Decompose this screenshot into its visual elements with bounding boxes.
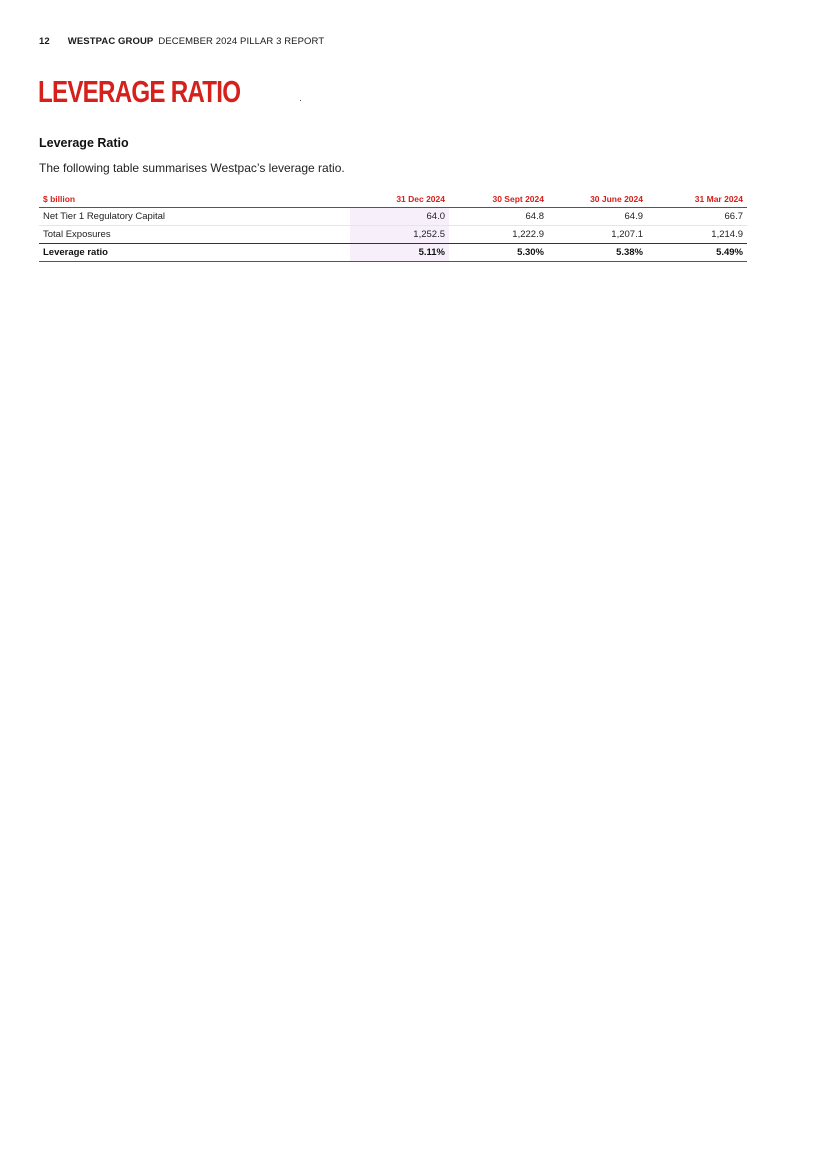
table-cell: 5.30%	[449, 244, 548, 262]
table-cell: 1,207.1	[548, 226, 647, 244]
table-row	[39, 208, 747, 226]
table-cell: 1,222.9	[449, 226, 548, 244]
section-heading: Leverage Ratio	[39, 136, 129, 150]
column-header: $ billion	[39, 189, 350, 208]
row-label: Leverage ratio	[39, 244, 350, 262]
table-header-row	[39, 189, 747, 208]
section-intro: The following table summarises Westpac’s leverage ratio.	[39, 161, 345, 175]
table-total-row	[39, 244, 747, 262]
page-number: 12	[39, 36, 50, 47]
table-row	[39, 226, 747, 244]
table-cell: 64.8	[449, 208, 548, 226]
page-title: LEVERAGE RATIO	[38, 74, 241, 109]
column-header: 30 Sept 2024	[449, 189, 548, 208]
table-cell: 5.38%	[548, 244, 647, 262]
row-label: Net Tier 1 Regulatory Capital	[39, 208, 350, 226]
column-header: 31 Mar 2024	[647, 189, 747, 208]
stray-dot	[300, 100, 301, 101]
table-cell: 64.0	[350, 208, 449, 226]
table-cell: 66.7	[647, 208, 747, 226]
organisation-name: WESTPAC GROUP	[67, 36, 154, 47]
table-cell: 64.9	[548, 208, 647, 226]
report-name: DECEMBER 2024 PILLAR 3 REPORT	[158, 36, 325, 47]
column-header: 31 Dec 2024	[350, 189, 449, 208]
table-cell: 1,252.5	[350, 226, 449, 244]
column-header: 30 June 2024	[548, 189, 647, 208]
row-label: Total Exposures	[39, 226, 350, 244]
page-header	[39, 36, 324, 47]
table-cell: 1,214.9	[647, 226, 747, 244]
table-cell: 5.49%	[647, 244, 747, 262]
leverage-ratio-table	[39, 189, 747, 262]
table-cell: 5.11%	[350, 244, 449, 262]
